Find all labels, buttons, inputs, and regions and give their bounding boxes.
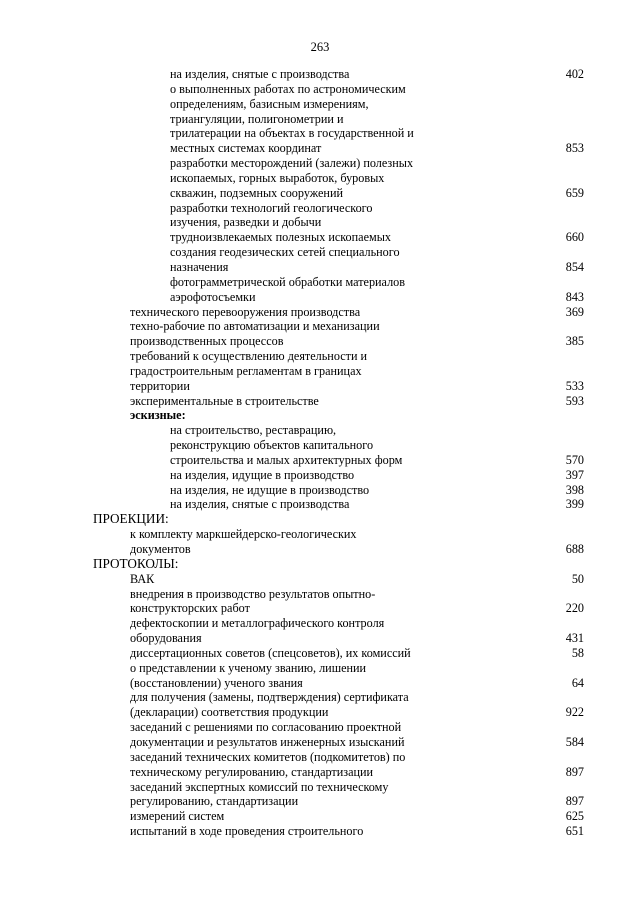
index-line-text: строительства и малых архитектурных форм	[170, 452, 403, 467]
index-line	[0, 408, 640, 423]
index-line	[0, 765, 640, 780]
index-line-text: трилатерации на объектах в государственной и	[170, 126, 414, 141]
page-reference: 533	[565, 378, 584, 393]
page-reference: 593	[565, 393, 584, 408]
index-line-text: экспериментальные в строительстве	[130, 393, 319, 408]
page-reference: 843	[565, 289, 584, 304]
index-line-text: заседаний с решениями по согласованию проектной	[130, 720, 402, 735]
index-line	[0, 616, 640, 631]
page-reference: 651	[565, 824, 584, 839]
page-reference: 50	[571, 571, 584, 586]
index-line-text: о представлении к ученому званию, лишении	[130, 660, 367, 675]
index-line	[0, 587, 640, 602]
index-line	[0, 690, 640, 705]
page-reference: 584	[565, 734, 584, 749]
index-line	[0, 230, 640, 245]
index-line	[0, 661, 640, 676]
index-line	[0, 97, 640, 112]
index-line	[0, 334, 640, 349]
index-entries	[0, 67, 640, 839]
index-line-text: назначения	[170, 259, 229, 274]
index-line-text: определениям, базисным измерениям,	[170, 96, 369, 111]
page-reference: 660	[565, 230, 584, 245]
index-line	[0, 275, 640, 290]
page-reference: 397	[565, 467, 584, 482]
index-line-text: дефектоскопии и металлографического контроля	[130, 616, 385, 631]
index-line	[0, 423, 640, 438]
page-reference: 399	[565, 497, 584, 512]
index-line	[0, 497, 640, 512]
index-line	[0, 82, 640, 97]
index-line	[0, 126, 640, 141]
page-reference: 64	[571, 675, 584, 690]
index-line-text: на изделия, идущие в производство	[170, 467, 355, 482]
index-line-text: ВАК	[130, 571, 155, 586]
index-line	[0, 245, 640, 260]
page-reference: 58	[571, 645, 584, 660]
index-line	[0, 780, 640, 795]
index-line-text: внедрения в производство результатов опытно-	[130, 586, 376, 601]
page-reference: 625	[565, 809, 584, 824]
index-line	[0, 824, 640, 839]
page-reference: 369	[565, 304, 584, 319]
index-line-text: для получения (замены, подтверждения) сертификата	[130, 690, 409, 705]
index-line	[0, 720, 640, 735]
index-line	[0, 468, 640, 483]
index-line-text: градостроительным регламентам в границах	[130, 363, 362, 378]
index-line	[0, 750, 640, 765]
index-line	[0, 290, 640, 305]
index-line	[0, 305, 640, 320]
index-line	[0, 171, 640, 186]
index-line-text: ПРОТОКОЛЫ:	[93, 555, 179, 571]
page-reference: 431	[565, 631, 584, 646]
index-line	[0, 735, 640, 750]
index-line	[0, 542, 640, 557]
index-line-text: аэрофотосъемки	[170, 289, 256, 304]
index-line-text: фотограмметрической обработки материалов	[170, 274, 406, 289]
index-line	[0, 186, 640, 201]
index-line	[0, 512, 640, 527]
index-line	[0, 260, 640, 275]
index-line-text: скважин, подземных сооружений	[170, 185, 343, 200]
index-line-text: требований к осуществлению деятельности и	[130, 349, 368, 364]
index-line-text: местных системах координат	[170, 141, 322, 156]
index-line-text: на изделия, снятые с производства	[170, 497, 350, 512]
index-line-text: ПРОЕКЦИИ:	[93, 511, 169, 527]
page-reference: 854	[565, 259, 584, 274]
index-line	[0, 794, 640, 809]
index-line	[0, 349, 640, 364]
index-line	[0, 527, 640, 542]
index-line-text: регулированию, стандартизации	[130, 794, 299, 809]
index-line-text: триангуляции, полигонометрии и	[170, 111, 344, 126]
index-line-text: реконструкцию объектов капитального	[170, 438, 374, 453]
page-reference: 897	[565, 764, 584, 779]
page-reference: 402	[565, 67, 584, 81]
index-line	[0, 809, 640, 824]
page-reference: 853	[565, 141, 584, 156]
index-line-text: разработки месторождений (залежи) полезных	[170, 156, 414, 171]
index-line-text: на изделия, не идущие в производство	[170, 482, 370, 497]
page-reference: 897	[565, 794, 584, 809]
index-line-text: техно-рабочие по автоматизации и механизации	[130, 319, 380, 334]
page-number: 263	[310, 40, 330, 54]
index-line	[0, 201, 640, 216]
index-line-text: на изделия, снятые с производства	[170, 67, 350, 81]
index-line	[0, 438, 640, 453]
index-line	[0, 364, 640, 379]
index-line-text: заседаний технических комитетов (подкомитетов) по	[130, 749, 406, 764]
index-line	[0, 156, 640, 171]
index-line	[0, 453, 640, 468]
index-line-text: разработки технологий геологического	[170, 200, 373, 215]
index-line	[0, 67, 640, 82]
index-line-text: (восстановлении) ученого звания	[130, 675, 303, 690]
index-line	[0, 141, 640, 156]
index-line	[0, 379, 640, 394]
index-line-text: технического перевооружения производства	[130, 304, 361, 319]
page-reference: 398	[565, 482, 584, 497]
index-line	[0, 572, 640, 587]
index-line-text: ископаемых, горных выработок, буровых	[170, 170, 385, 185]
page-reference: 220	[565, 601, 584, 616]
index-line	[0, 676, 640, 691]
index-line-text: о выполненных работах по астрономическим	[170, 81, 406, 96]
index-line	[0, 319, 640, 334]
index-line-text: документации и результатов инженерных изысканий	[130, 734, 405, 749]
index-line-text: производственных процессов	[130, 334, 284, 349]
index-line-text: конструкторских работ	[130, 601, 250, 616]
index-line	[0, 557, 640, 572]
index-line-text: территории	[130, 378, 190, 393]
index-line-text: заседаний экспертных комиссий по техническому	[130, 779, 389, 794]
index-line	[0, 601, 640, 616]
index-line-text: изучения, разведки и добычи	[170, 215, 322, 230]
index-line	[0, 646, 640, 661]
page-reference: 385	[565, 334, 584, 349]
index-line-text: оборудования	[130, 631, 202, 646]
index-line-text: (декларации) соответствия продукции	[130, 705, 329, 720]
page-reference: 570	[565, 452, 584, 467]
index-line	[0, 215, 640, 230]
index-line-text: диссертационных советов (спецсоветов), их комиссий	[130, 645, 411, 660]
index-line	[0, 483, 640, 498]
index-line-text: документов	[130, 542, 191, 556]
page-reference: 922	[565, 705, 584, 720]
index-line-text: на строительство, реставрацию,	[170, 423, 337, 438]
index-line	[0, 112, 640, 127]
index-line-text: техническому регулированию, стандартизации	[130, 764, 374, 779]
index-line	[0, 631, 640, 646]
index-line-text: испытаний в ходе проведения строительного	[130, 824, 364, 839]
index-line-text: создания геодезических сетей специального	[170, 245, 400, 260]
index-line	[0, 705, 640, 720]
index-line-text: эскизные:	[130, 408, 186, 423]
index-line-text: измерений систем	[130, 809, 225, 824]
index-line	[0, 394, 640, 409]
page-reference: 659	[565, 185, 584, 200]
index-line-text: трудноизвлекаемых полезных ископаемых	[170, 230, 391, 245]
page-reference: 688	[565, 542, 584, 556]
index-line-text: к комплекту маркшейдерско-геологических	[130, 527, 357, 542]
